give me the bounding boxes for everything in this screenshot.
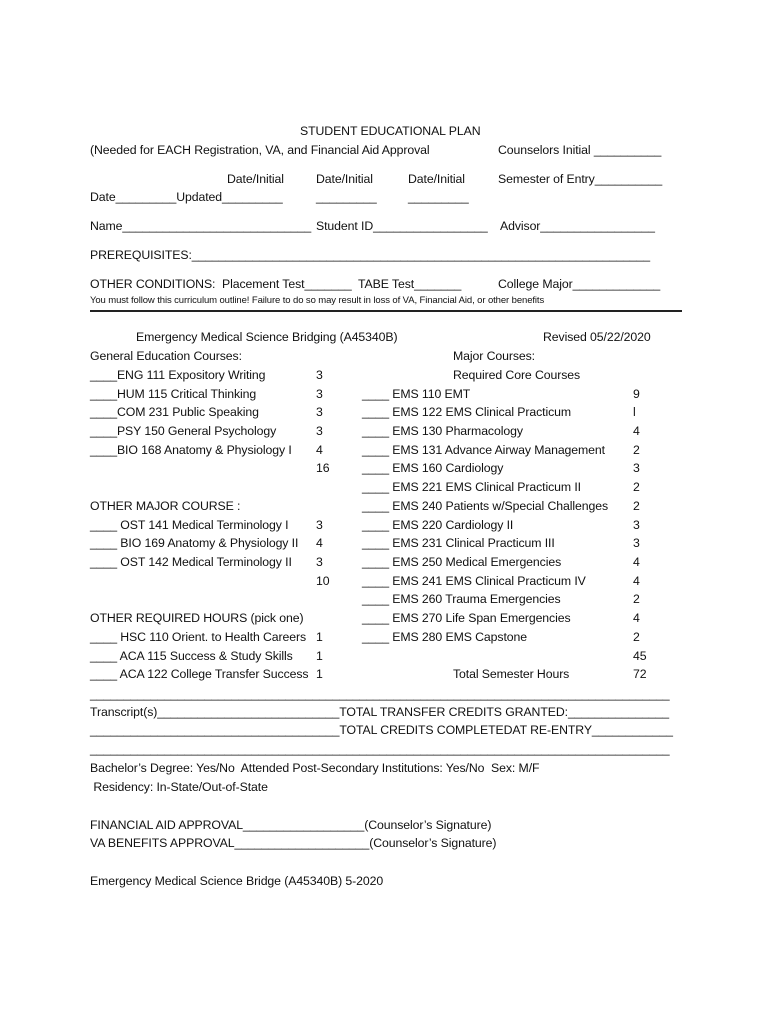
footer-blank-line-2: ______________________________________________________________________________________ xyxy=(90,742,670,756)
residency-info: Residency: In-State/Out-of-State xyxy=(90,780,268,794)
course-credits: 3 xyxy=(316,424,323,438)
total-semester-hours-label: Total Semester Hours xyxy=(453,667,570,681)
advisor-field: Advisor_________________ xyxy=(500,219,655,233)
page-subtitle: (Needed for EACH Registration, VA, and Financial Aid Approval xyxy=(90,143,430,157)
revised-date: Revised 05/22/2020 xyxy=(543,330,651,344)
gen-ed-heading: General Education Courses: xyxy=(90,349,242,363)
major-subheading: Required Core Courses xyxy=(453,368,581,382)
gen-ed-total: 16 xyxy=(316,461,330,475)
course-credits: 2 xyxy=(633,480,640,494)
course-credits: 4 xyxy=(633,611,640,625)
course-name: ____ EMS 131 Advance Airway Management xyxy=(362,443,605,457)
course-name: ____ OST 141 Medical Terminology I xyxy=(90,518,289,532)
course-name: ____ EMS 160 Cardiology xyxy=(362,461,504,475)
program-title: Emergency Medical Science Bridging (A45340B) xyxy=(136,330,398,344)
date-initial-label-2: Date/Initial xyxy=(316,172,373,186)
course-name: ____ EMS 231 Clinical Practicum III xyxy=(362,536,555,550)
course-credits: 2 xyxy=(633,499,640,513)
other-major-heading: OTHER MAJOR COURSE : xyxy=(90,499,241,513)
course-credits: 3 xyxy=(316,555,323,569)
course-name: ____ OST 142 Medical Terminology II xyxy=(90,555,292,569)
course-credits: 3 xyxy=(633,461,640,475)
date-blank-2: _________ xyxy=(316,190,377,204)
course-credits: 3 xyxy=(316,405,323,419)
course-credits: 3 xyxy=(316,387,323,401)
other-major-total: 10 xyxy=(316,574,330,588)
course-credits: 9 xyxy=(633,387,640,401)
course-name: ____ EMS 260 Trauma Emergencies xyxy=(362,592,561,606)
course-credits: 1 xyxy=(316,667,323,681)
date-blank-3: _________ xyxy=(408,190,469,204)
college-major-field: College Major_____________ xyxy=(498,277,661,291)
course-name: ____ EMS 220 Cardiology II xyxy=(362,518,514,532)
course-name: ____ENG 111 Expository Writing xyxy=(90,368,266,382)
course-credits: 4 xyxy=(633,574,640,588)
course-credits: 2 xyxy=(633,630,640,644)
course-name: ____ EMS 122 EMS Clinical Practicum xyxy=(362,405,572,419)
financial-aid-approval-field: FINANCIAL AID APPROVAL__________________(Counselor’s Signature) xyxy=(90,818,492,832)
course-credits: 4 xyxy=(316,536,323,550)
course-name: ____ EMS 270 Life Span Emergencies xyxy=(362,611,571,625)
page-title: STUDENT EDUCATIONAL PLAN xyxy=(300,124,481,138)
course-name: ____ BIO 169 Anatomy & Physiology II xyxy=(90,536,299,550)
transcripts-field: Transcript(s)___________________________TOTAL TRANSFER CREDITS GRANTED:_______________ xyxy=(90,705,670,719)
course-credits: 4 xyxy=(633,424,640,438)
course-name: ____BIO 168 Anatomy & Physiology I xyxy=(90,443,292,457)
name-field: Name____________________________ xyxy=(90,219,312,233)
other-required-heading: OTHER REQUIRED HOURS (pick one) xyxy=(90,611,304,625)
course-credits: 3 xyxy=(316,368,323,382)
credits-completed-field: _____________________________________TOTAL CREDITS COMPLETEDAT RE-ENTRY____________ xyxy=(90,723,673,737)
course-name: ____ ACA 122 College Transfer Success xyxy=(90,667,309,681)
prerequisites-field: PREREQUISITES:____________________________________________________________________ xyxy=(90,248,651,262)
other-conditions-field: OTHER CONDITIONS: Placement Test_______ TABE Test_______ xyxy=(90,277,462,291)
date-initial-label-1: Date/Initial xyxy=(227,172,284,186)
course-credits: 3 xyxy=(316,518,323,532)
degree-info: Bachelor’s Degree: Yes/No Attended Post-Secondary Institutions: Yes/No Sex: M/F xyxy=(90,761,540,775)
course-credits: 4 xyxy=(316,443,323,457)
major-heading: Major Courses: xyxy=(453,349,535,363)
course-credits: 1 xyxy=(316,649,323,663)
semester-of-entry-field: Semester of Entry__________ xyxy=(498,172,663,186)
header-divider xyxy=(90,310,682,312)
course-name: ____COM 231 Public Speaking xyxy=(90,405,259,419)
course-name: ____ EMS 110 EMT xyxy=(362,387,471,401)
course-credits: 1 xyxy=(316,630,323,644)
counselors-initial-field: Counselors Initial __________ xyxy=(498,143,662,157)
total-semester-hours: 72 xyxy=(633,667,647,681)
course-name: ____ EMS 241 EMS Clinical Practicum IV xyxy=(362,574,586,588)
course-credits: 2 xyxy=(633,443,640,457)
course-name: ____HUM 115 Critical Thinking xyxy=(90,387,257,401)
course-name: ____ EMS 221 EMS Clinical Practicum II xyxy=(362,480,581,494)
curriculum-warning: You must follow this curriculum outline! Failure to do so may result in loss of VA, Financial Aid, or other benefits xyxy=(90,295,545,306)
course-credits: 2 xyxy=(633,592,640,606)
course-credits: 4 xyxy=(633,555,640,569)
footer-blank-line-1: ______________________________________________________________________________________ xyxy=(90,687,670,701)
course-name: ____PSY 150 General Psychology xyxy=(90,424,277,438)
student-id-field: Student ID_________________ xyxy=(316,219,488,233)
document-id: Emergency Medical Science Bridge (A45340B) 5-2020 xyxy=(90,874,384,888)
va-benefits-approval-field: VA BENEFITS APPROVAL____________________(Counselor’s Signature) xyxy=(90,836,497,850)
course-credits: l xyxy=(633,405,636,419)
major-subtotal: 45 xyxy=(633,649,647,663)
course-credits: 3 xyxy=(633,536,640,550)
course-credits: 3 xyxy=(633,518,640,532)
course-name: ____ ACA 115 Success & Study Skills xyxy=(90,649,293,663)
course-name: ____ EMS 280 EMS Capstone xyxy=(362,630,527,644)
course-name: ____ HSC 110 Orient. to Health Careers xyxy=(90,630,307,644)
course-name: ____ EMS 130 Pharmacology xyxy=(362,424,523,438)
course-name: ____ EMS 240 Patients w/Special Challenges xyxy=(362,499,608,513)
date-updated-field: Date_________Updated_________ xyxy=(90,190,283,204)
course-name: ____ EMS 250 Medical Emergencies xyxy=(362,555,562,569)
date-initial-label-3: Date/Initial xyxy=(408,172,465,186)
